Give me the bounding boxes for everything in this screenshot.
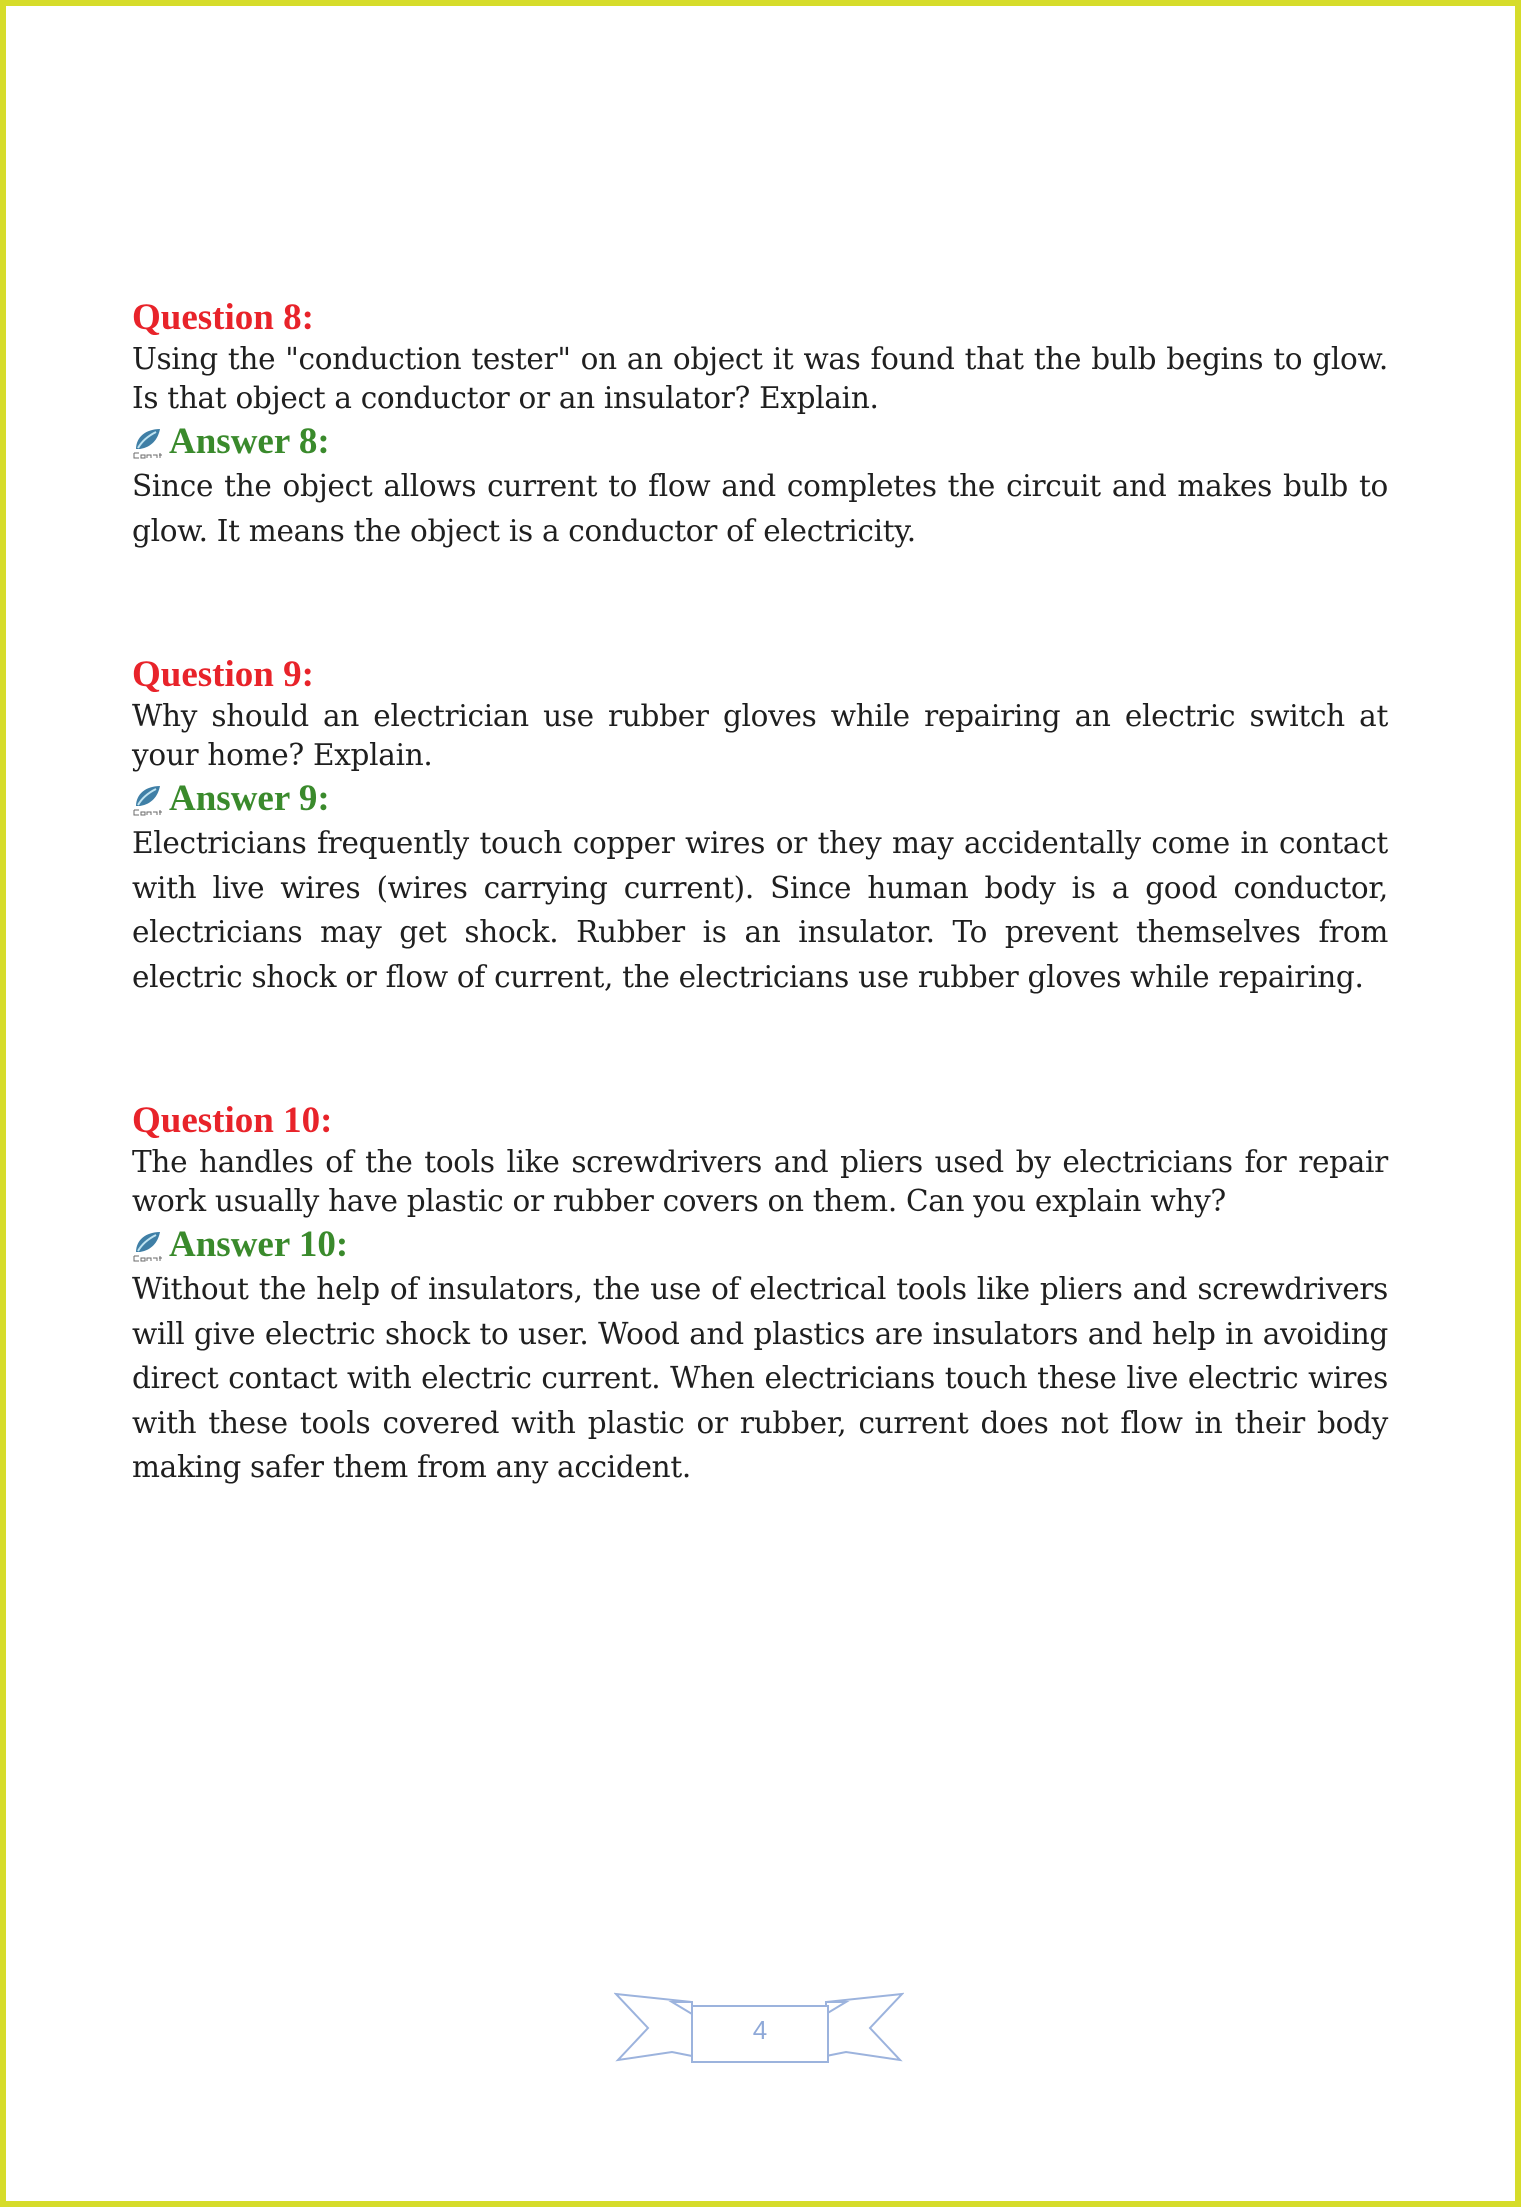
answer-heading: [132, 420, 1388, 464]
answer-title: Answer 8:: [169, 421, 330, 462]
qa-block-8: [132, 296, 1388, 553]
answer-title: Answer 9:: [169, 778, 330, 819]
answer-text: Without the help of insulators, the use of electrical tools like pliers and screwdrivers will give electric shock to user. Wood and plastics are insulators and help in avoiding direct contact with electric current. When electricians touch these live electric wires with these tools covered with plastic or rubber, current does not flow in their body making safer them from any accident.: [132, 1272, 1388, 1484]
page-number-ribbon: [614, 1990, 904, 2070]
leaf-logo-icon: [132, 1230, 164, 1264]
answer-heading: [132, 777, 1388, 821]
question-text: The handles of the tools like screwdrivers and pliers used by electricians for repair work usually have plastic or rubber covers on them. Can you explain why?: [132, 1145, 1388, 1218]
answer-text: Electricians frequently touch copper wires or they may accidentally come in contact with live wires (wires carrying current). Since human body is a good conductor, electricians may get shock. Rubber is an insulator. To prevent themselves from electric shock or flow of current, the electricians use rubber gloves while repairing.: [132, 826, 1388, 994]
leaf-logo-icon: [132, 784, 164, 818]
question-text: Why should an electrician use rubber gloves while repairing an electric switch at your home? Explain.: [132, 699, 1388, 772]
page-number: 4: [752, 2015, 768, 2045]
answer-title: Answer 10:: [169, 1224, 349, 1265]
question-text: Using the "conduction tester" on an object it was found that the bulb begins to glow. Is that object a conductor or an insulator? Explain.: [132, 342, 1388, 415]
answer-text: Since the object allows current to flow and completes the circuit and makes bulb to glow. It means the object is a conductor of electricity.: [132, 469, 1388, 548]
question-title: Question 8:: [132, 297, 314, 338]
question-title: Question 10:: [132, 1100, 333, 1141]
qa-block-10: [132, 1099, 1388, 1490]
answer-heading: [132, 1223, 1388, 1267]
document-content: [132, 296, 1388, 1490]
qa-block-9: [132, 653, 1388, 999]
leaf-logo-icon: [132, 427, 164, 461]
question-title: Question 9:: [132, 654, 314, 695]
